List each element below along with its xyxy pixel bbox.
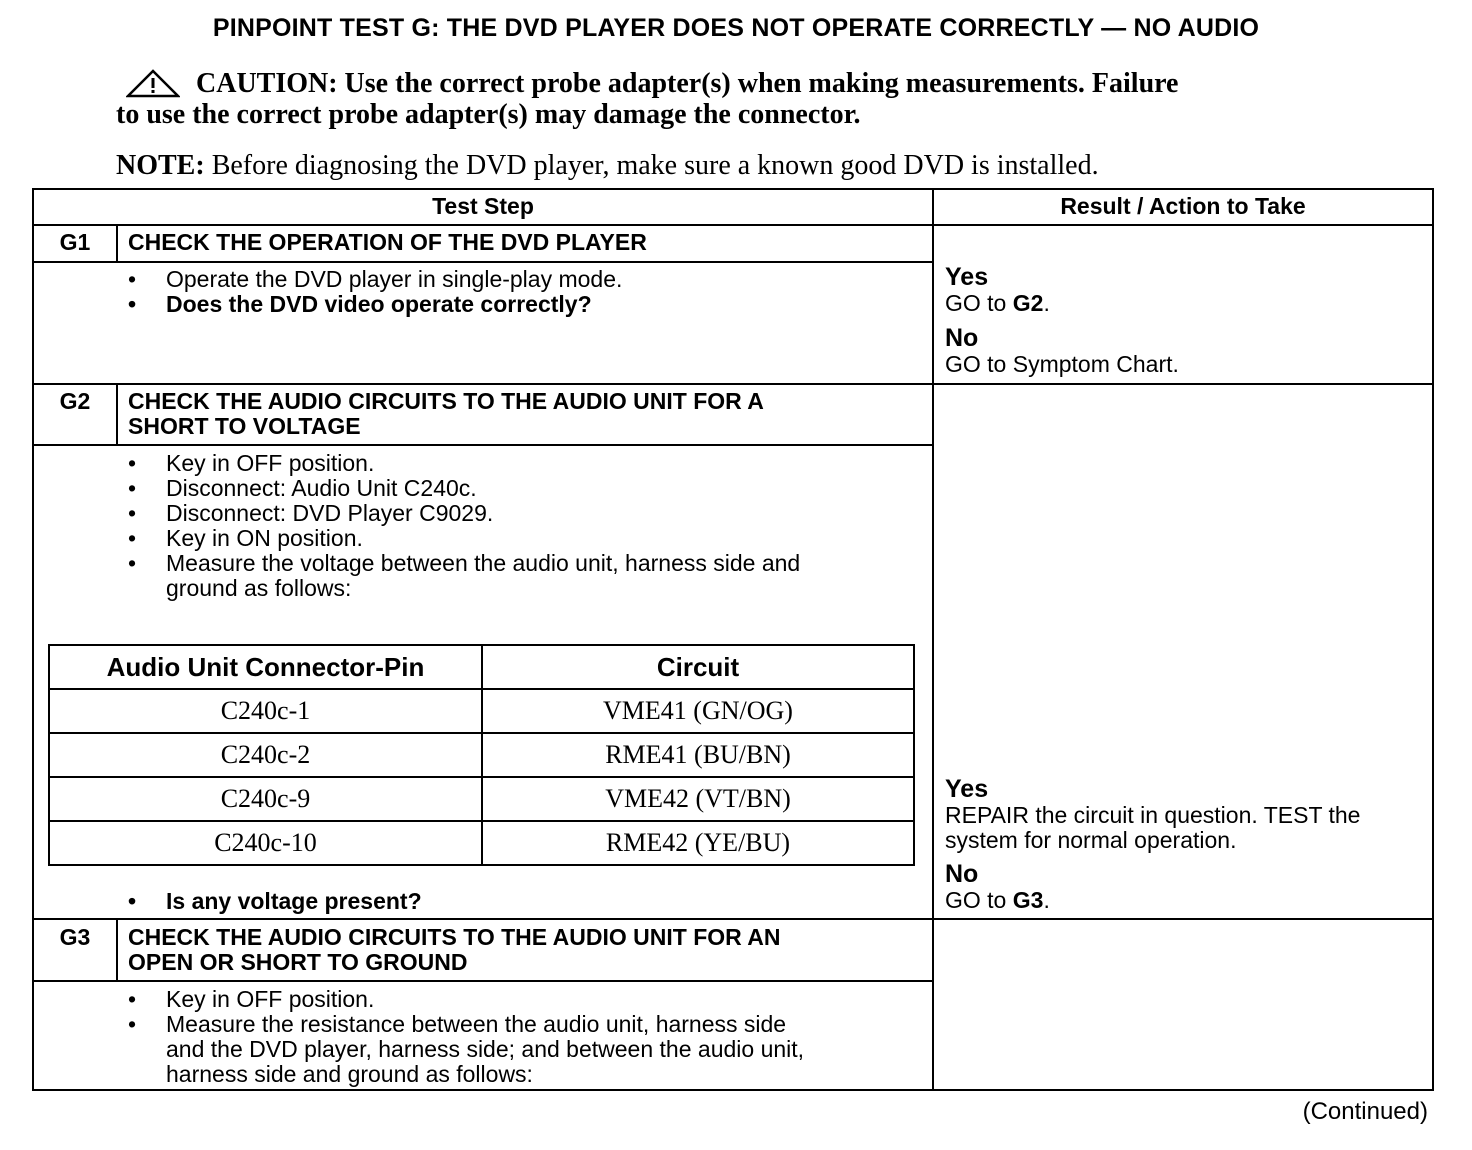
pin-cell: C240c-10 [49, 821, 482, 865]
table-row [49, 689, 914, 733]
table-row [49, 821, 914, 865]
no-action: GO to Symptom Chart. [945, 351, 1179, 377]
goto-link-g3: G3 [1012, 887, 1044, 913]
result-g1 [945, 264, 1425, 377]
caution-line-1: CAUTION: Use the correct probe adapter(s) when making measurements. Failure [196, 68, 1179, 99]
yes-label: Yes [945, 263, 989, 291]
list-item-continuation: and the DVD player, harness side; and between the audio unit, [166, 1036, 805, 1062]
step-g2-final-bullet [118, 889, 928, 914]
list-item: • Is any voltage present? [118, 889, 928, 914]
warning-triangle-icon [126, 69, 180, 99]
step-g2-bullets [118, 451, 928, 601]
list-item: • Measure the resistance between the audio unit, harness side [118, 1012, 928, 1037]
list-item-continuation: ground as follows: [166, 575, 352, 601]
list-item: • Disconnect: Audio Unit C240c. [118, 476, 928, 501]
step-title-g2: CHECK THE AUDIO CIRCUITS TO THE AUDIO UNIT FOR A SHORT TO VOLTAGE [128, 388, 764, 439]
list-item: • Measure the voltage between the audio unit, harness side and [118, 551, 928, 576]
header-test-step: Test Step [432, 193, 534, 219]
circuit-cell: VME42 (VT/BN) [482, 777, 914, 821]
step-g3-bullets [118, 987, 928, 1087]
measurement-header-pin: Audio Unit Connector-Pin [49, 645, 482, 689]
list-item: • Key in OFF position. [118, 451, 928, 476]
yes-action-line-1: REPAIR the circuit in question. TEST the [945, 802, 1361, 828]
note-label: NOTE: [116, 150, 205, 181]
list-item: • Key in OFF position. [118, 987, 928, 1012]
yes-action-line-2: system for normal operation. [945, 827, 1237, 853]
step-id-g2: G2 [59, 388, 91, 414]
list-item: • Key in ON position. [118, 526, 928, 551]
pin-cell: C240c-2 [49, 733, 482, 777]
pin-cell: C240c-9 [49, 777, 482, 821]
result-g2 [945, 776, 1425, 913]
yes-action: GO to G2. [945, 290, 1050, 316]
goto-link-g2: G2 [1012, 290, 1044, 316]
list-item: • Does the DVD video operate correctly? [118, 292, 928, 317]
step-title-g1: CHECK THE OPERATION OF THE DVD PLAYER [128, 229, 647, 255]
page-title: PINPOINT TEST G: THE DVD PLAYER DOES NOT OPERATE CORRECTLY — NO AUDIO [212, 14, 1260, 42]
table-row [49, 733, 914, 777]
no-action: GO to G3. [945, 887, 1050, 913]
step-id-g1: G1 [59, 229, 91, 255]
measurement-header-circuit: Circuit [482, 645, 914, 689]
table-row [49, 777, 914, 821]
pin-cell: C240c-1 [49, 689, 482, 733]
yes-label: Yes [945, 775, 989, 803]
step-id-g3: G3 [59, 924, 91, 950]
caution-line-2: to use the correct probe adapter(s) may damage the connector. [116, 99, 861, 130]
caution-block [116, 68, 1316, 130]
circuit-cell: RME42 (YE/BU) [482, 821, 914, 865]
measurement-table [48, 644, 915, 866]
note-text: Before diagnosing the DVD player, make sure a known good DVD is installed. [204, 150, 1099, 181]
no-label: No [945, 860, 979, 888]
no-label: No [945, 324, 979, 352]
list-item-continuation: harness side and ground as follows: [166, 1061, 533, 1087]
step-title-g3: CHECK THE AUDIO CIRCUITS TO THE AUDIO UNIT FOR AN OPEN OR SHORT TO GROUND [128, 924, 781, 975]
step-g1-bullets [118, 267, 928, 317]
continued-label: (Continued) [1302, 1098, 1428, 1125]
header-result: Result / Action to Take [1060, 193, 1306, 219]
note [116, 150, 1366, 182]
circuit-cell: RME41 (BU/BN) [482, 733, 914, 777]
circuit-cell: VME41 (GN/OG) [482, 689, 914, 733]
list-item: • Disconnect: DVD Player C9029. [118, 501, 928, 526]
list-item: • Operate the DVD player in single-play mode. [118, 267, 928, 292]
